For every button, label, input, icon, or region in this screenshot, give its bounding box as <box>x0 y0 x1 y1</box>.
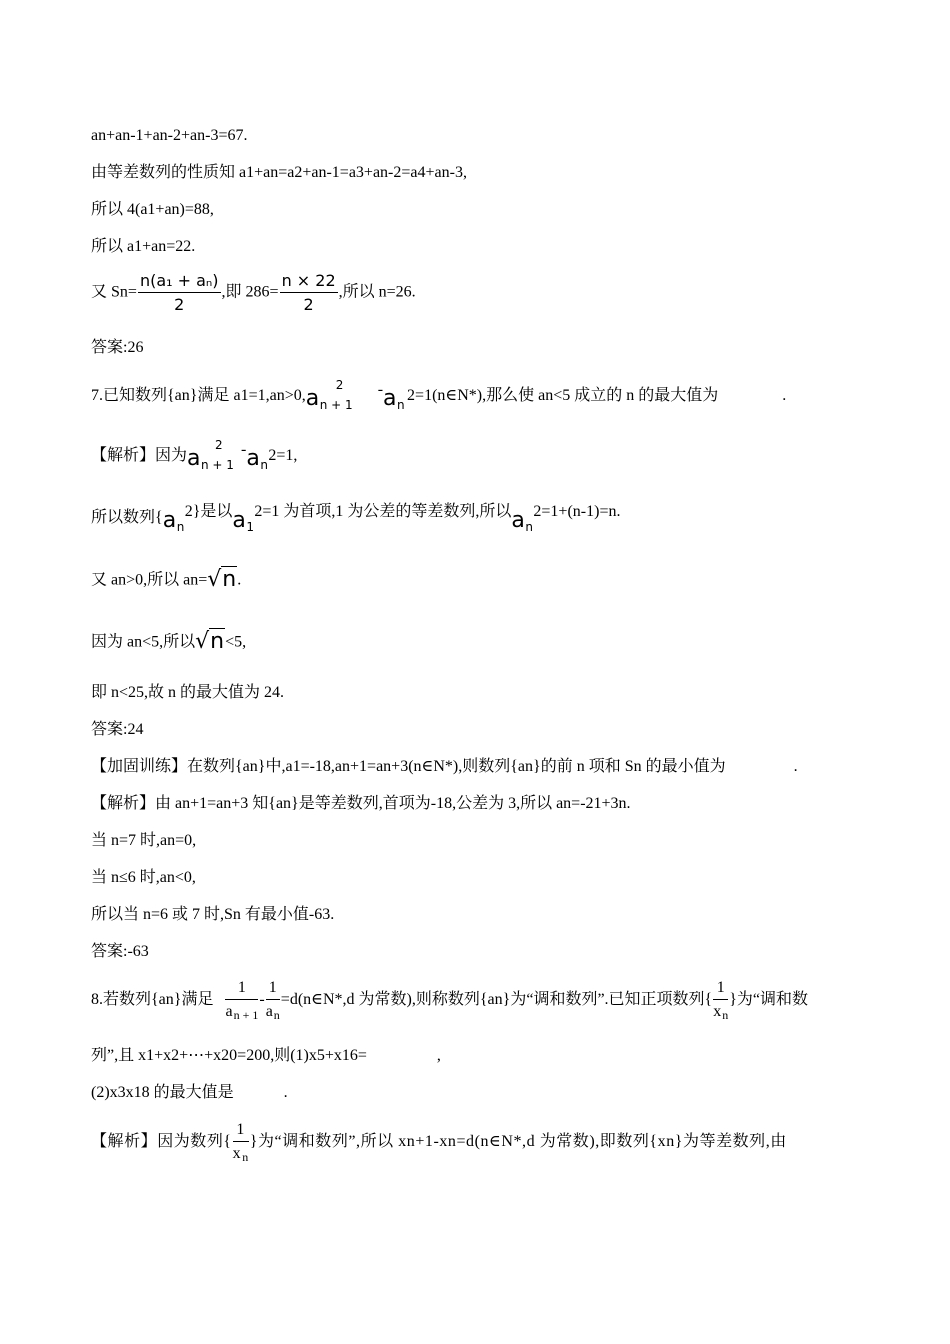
text: 所以数列{ <box>91 509 163 526</box>
reinforcement-solution-2: 当 n=7 时,an=0, <box>91 832 197 849</box>
text: 【加固训练】在数列{an}中,a1=-18,an+1=an+3(n∈N*),则数列{an}的前 n 项和 Sn 的最小值为 <box>91 758 726 775</box>
answer-blank-end: . <box>793 758 798 775</box>
fraction-286 <box>280 273 338 313</box>
question-8-line-1 <box>91 978 808 1022</box>
question-8-line-2 <box>91 1046 441 1066</box>
fraction-1-over-an1: $\frac{1}{an + 1}$ <box>225 979 259 1023</box>
minus: - <box>377 381 384 398</box>
text: 又 an>0,所以 an= <box>91 571 208 589</box>
solution-7-line-3 <box>91 560 241 602</box>
text: 因为 an<5,所以 <box>91 633 196 651</box>
text: =d(n∈N*,d 为常数),则称数列{an}为“调和数列”.已知正项数列{ <box>280 991 713 1008</box>
solution-7-line-2 <box>91 498 620 538</box>
fraction-1-over-xn: $\frac{1}{xn}$ <box>232 1121 249 1165</box>
math-term: a 2 n + 1 <box>305 378 353 413</box>
text: 8.若数列{an}满足 <box>91 991 214 1008</box>
math-term: a n <box>383 386 405 413</box>
text: 2=1+(n-1)=n. <box>533 503 621 520</box>
answer-26: 答案:26 <box>91 339 144 356</box>
text: }为“调和数 <box>729 991 809 1008</box>
math-term: a n <box>162 508 185 535</box>
text: 2=1(n∈N*),那么使 an<5 成立的 n 的最大值为 <box>407 387 719 404</box>
fraction-1-over-an: $\frac{1}{an}$ <box>265 979 280 1023</box>
line-1: an+an-1+an-2+an-3=67. <box>91 127 248 144</box>
answer-neg63: 答案:-63 <box>91 943 149 960</box>
fraction-sn <box>138 273 221 313</box>
math-term: a 1 <box>232 508 255 535</box>
math-term: a n <box>511 508 534 535</box>
minus: - <box>241 441 247 458</box>
fraction-numerator: n × 22 <box>280 273 338 293</box>
line-2: 由等差数列的性质知 a1+an=a2+an-1=a3+an-2=a4+an-3, <box>91 164 467 181</box>
question-8-line-3 <box>91 1083 288 1103</box>
solution-7-line-5: 即 n<25,故 n 的最大值为 24. <box>91 684 285 701</box>
reinforcement-solution-3: 当 n≤6 时,an<0, <box>91 869 196 886</box>
text: 列”,且 x1+x2+⋯+x20=200,则(1)x5+x16= <box>91 1047 367 1064</box>
solution-7-line-1 <box>91 436 297 476</box>
reinforcement-question <box>91 757 798 777</box>
text: . <box>237 571 242 589</box>
question-7 <box>91 376 786 416</box>
solution-7-line-4 <box>91 622 246 664</box>
math-term: a 2 n + 1 <box>187 438 234 473</box>
text: 7.已知数列{an}满足 a1=1,an>0, <box>91 387 306 404</box>
text: }为“调和数列”,所以 xn+1-xn=d(n∈N*,d 为常数),即数列{xn}为等差数列,由 <box>249 1133 787 1150</box>
text: <5, <box>225 633 247 651</box>
answer-blank-end: . <box>283 1084 288 1101</box>
sqrt-n: √n <box>195 629 225 654</box>
solution-8-line-1 <box>91 1120 787 1164</box>
sqrt-n: √n <box>207 567 237 592</box>
text: 2}是以 <box>184 503 233 520</box>
answer-24: 答案:24 <box>91 721 144 738</box>
text: 又 Sn= <box>91 283 137 301</box>
text: 2=1, <box>268 447 298 464</box>
answer-blank-end: , <box>436 1047 441 1064</box>
line-3: 所以 4(a1+an)=88, <box>91 201 214 218</box>
fraction-denominator: 2 <box>303 295 314 314</box>
fraction-1-over-xn: $\frac{1}{xn}$ <box>713 979 729 1023</box>
text: (2)x3x18 的最大值是 <box>91 1084 234 1101</box>
answer-blank-end: . <box>782 387 787 404</box>
reinforcement-solution-1: 【解析】由 an+1=an+3 知{an}是等差数列,首项为-18,公差为 3,所以 an=-21+3n. <box>91 795 631 812</box>
line-4: 所以 a1+an=22. <box>91 238 196 255</box>
text: 2=1 为首项,1 为公差的等差数列,所以 <box>254 503 512 520</box>
math-term: a n <box>246 446 268 473</box>
line-5-sn-formula <box>91 273 416 313</box>
reinforcement-solution-4: 所以当 n=6 或 7 时,Sn 有最小值-63. <box>91 906 335 923</box>
fraction-denominator: 2 <box>174 295 185 314</box>
text: 【解析】因为 <box>91 447 188 464</box>
text: ,所以 n=26. <box>338 283 416 301</box>
text: ,即 286= <box>221 283 279 301</box>
text: 【解析】因为数列{ <box>91 1133 232 1150</box>
minus: - <box>259 991 265 1008</box>
fraction-numerator: n(a₁ + aₙ) <box>138 273 221 293</box>
